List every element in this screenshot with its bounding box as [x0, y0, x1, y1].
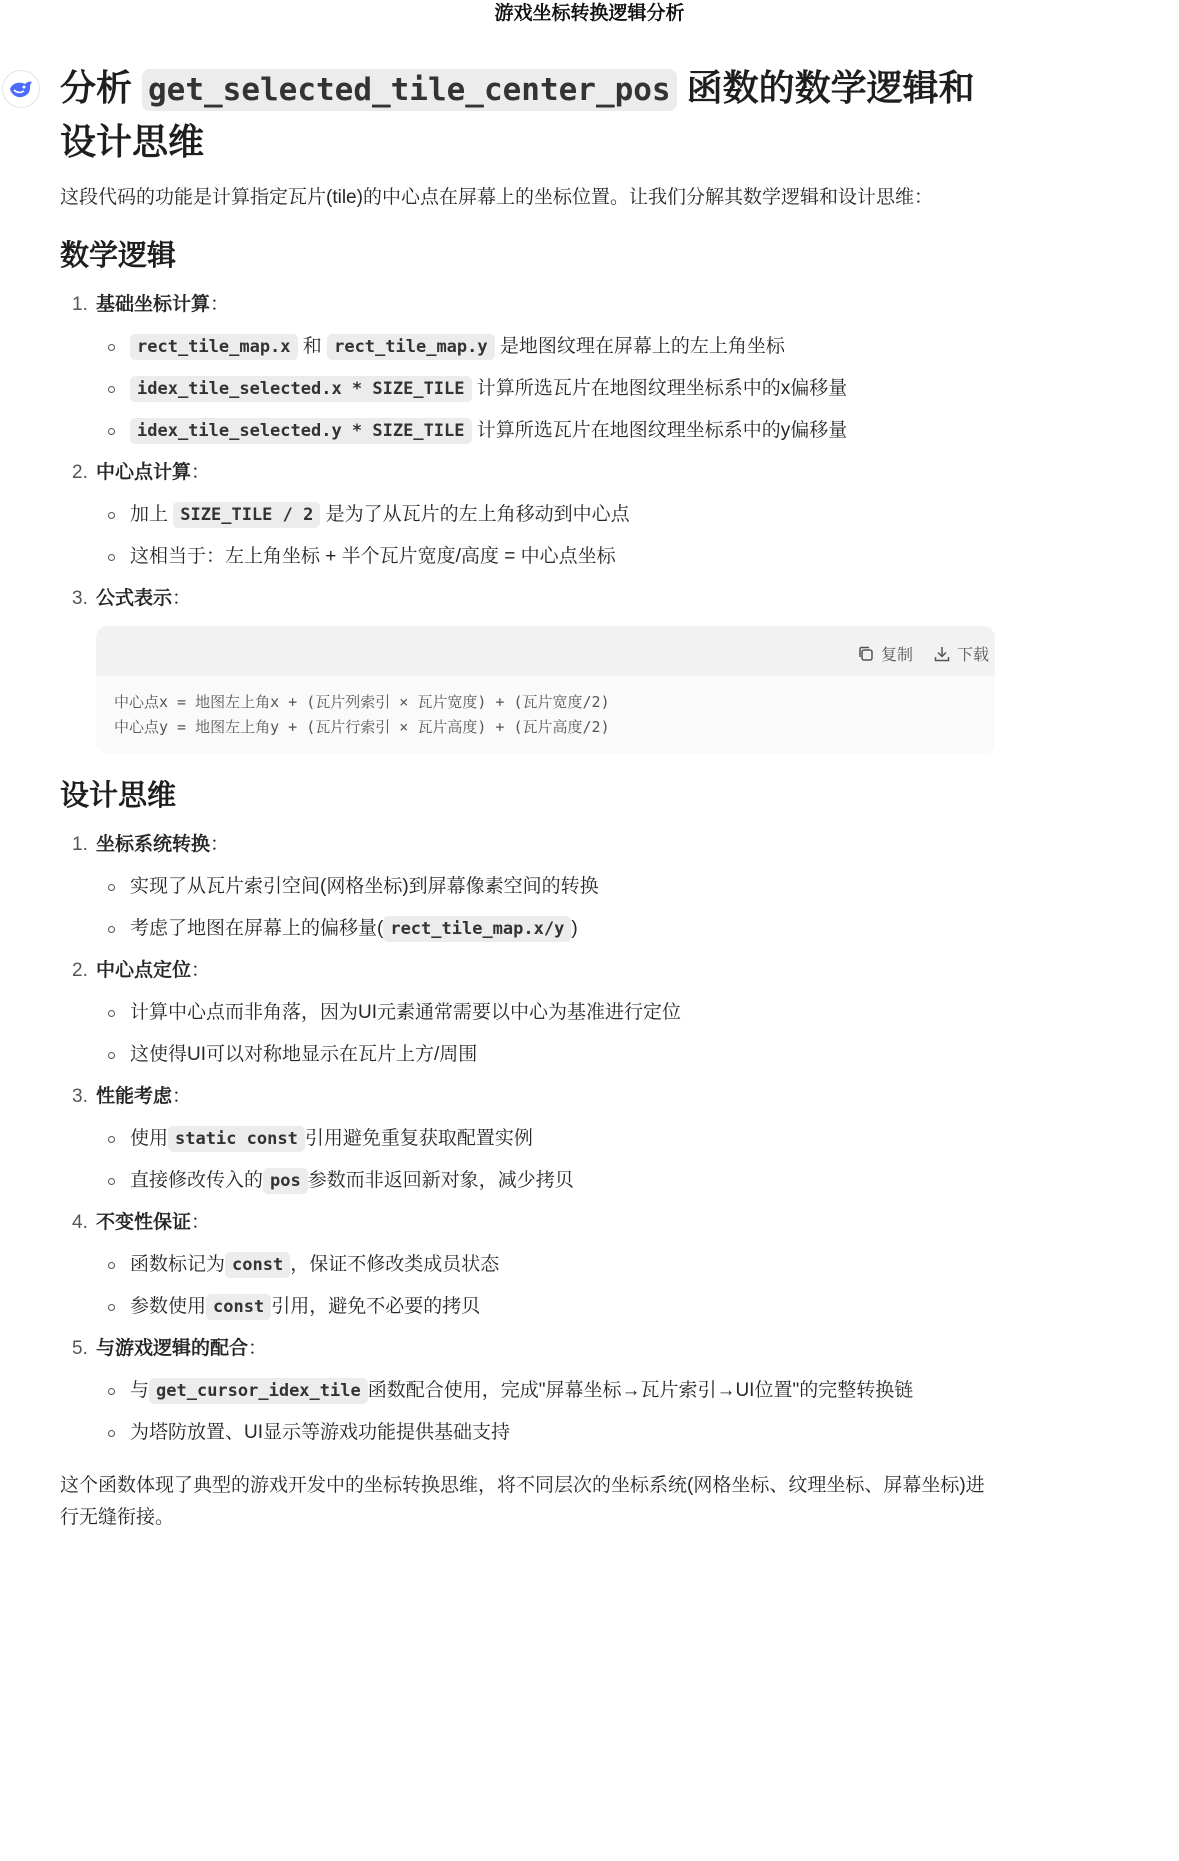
code-line: 中心点y = 地图左上角y + (瓦片行索引 × 瓦片高度) + (瓦片高度/2): [114, 718, 610, 736]
bullet-icon: [108, 1304, 115, 1311]
sub-text: 计算所选瓦片在地图纹理坐标系中的x偏移量: [471, 378, 848, 399]
bullet-icon: [108, 1430, 115, 1437]
sub-list-item: [96, 1418, 995, 1448]
bullet-icon: [108, 428, 115, 435]
sub-text: 加上: [130, 504, 174, 525]
sub-text: 引用避免重复获取配置实例: [304, 1128, 533, 1149]
list-item: [60, 458, 995, 572]
list-number: 1.: [72, 834, 88, 855]
list-item: [60, 290, 995, 446]
list-item-title: 基础坐标计算: [96, 294, 211, 315]
sub-text: 实现了从瓦片索引空间(网格坐标)到屏幕像素空间的转换: [130, 876, 599, 897]
list-number: 1.: [72, 294, 88, 315]
bullet-icon: [108, 1388, 115, 1395]
sub-text: 这相当于：左上角坐标 + 半个瓦片宽度/高度 = 中心点坐标: [130, 546, 616, 567]
list-number: 3.: [72, 588, 88, 609]
sub-list-item: [96, 872, 995, 902]
list-item-title: 中心点定位: [96, 960, 192, 981]
sub-list: [96, 1376, 995, 1448]
assistant-message: [60, 62, 995, 1534]
download-button[interactable]: [933, 642, 989, 665]
sub-list: [96, 998, 995, 1070]
code-block-actions: [857, 642, 989, 665]
bullet-icon: [108, 1136, 115, 1143]
inline-code: idex_tile_selected.y * SIZE_TILE: [130, 418, 472, 444]
bullet-icon: [108, 1262, 115, 1269]
inline-code: rect_tile_map.x/y: [383, 916, 571, 942]
sub-list-item: [96, 1124, 995, 1154]
sub-list-item: [96, 416, 995, 446]
list-item-colon: ：: [210, 834, 230, 855]
bullet-icon: [108, 554, 115, 561]
section-heading-math: 数学逻辑: [60, 240, 177, 272]
sub-text: 参数而非返回新对象，减少拷贝: [307, 1170, 574, 1191]
math-list: [60, 290, 995, 614]
sub-list-item: [96, 332, 995, 362]
list-item-colon: ：: [248, 1338, 268, 1359]
sub-text: 和: [297, 336, 328, 357]
bullet-icon: [108, 386, 115, 393]
inline-code: rect_tile_map.y: [327, 334, 495, 360]
list-number: 3.: [72, 1086, 88, 1107]
inline-code: rect_tile_map.x: [130, 334, 298, 360]
sub-list-item: [96, 1250, 995, 1280]
sub-text: 函数标记为: [130, 1254, 226, 1275]
inline-code: pos: [263, 1168, 308, 1194]
sub-text: 计算所选瓦片在地图纹理坐标系中的y偏移量: [471, 420, 848, 441]
inline-code: const: [206, 1294, 271, 1320]
list-number: 2.: [72, 462, 88, 483]
bullet-icon: [108, 512, 115, 519]
sub-text: 为塔防放置、UI显示等游戏功能提供基础支持: [130, 1422, 511, 1443]
bullet-icon: [108, 1178, 115, 1185]
conversation-title: 游戏坐标转换逻辑分析: [494, 3, 685, 24]
bullet-icon: [108, 1010, 115, 1017]
list-item: [60, 1208, 995, 1322]
heading-suffix: 函数的数学逻辑和设计思维: [60, 67, 975, 162]
sub-text: 参数使用: [130, 1296, 207, 1317]
list-number: 4.: [72, 1212, 88, 1233]
copy-label: 复制: [880, 647, 913, 664]
sub-list: [96, 332, 995, 446]
list-item-colon: ：: [191, 960, 211, 981]
sub-list: [96, 872, 995, 944]
sub-list-item: [96, 1292, 995, 1322]
sub-text: 考虑了地图在屏幕上的偏移量(: [130, 918, 384, 939]
copy-button[interactable]: [857, 642, 913, 665]
list-item-title: 不变性保证: [96, 1212, 192, 1233]
list-number: 2.: [72, 960, 88, 981]
sub-text: 是地图纹理在屏幕上的左上角坐标: [494, 336, 785, 357]
sub-text: 与: [130, 1380, 150, 1401]
sub-text: ，保证不修改类成员状态: [290, 1254, 500, 1275]
list-item: [60, 1082, 995, 1196]
inline-code: SIZE_TILE / 2: [173, 502, 320, 528]
bullet-icon: [108, 1052, 115, 1059]
list-item-colon: ：: [172, 1086, 192, 1107]
sub-text: 这使得UI可以对称地显示在瓦片上方/周围: [130, 1044, 478, 1065]
sub-list-item: [96, 542, 995, 572]
assistant-avatar: [2, 70, 40, 108]
list-item: [60, 830, 995, 944]
inline-code: const: [225, 1252, 290, 1278]
message-heading: [60, 62, 995, 168]
download-icon: [933, 645, 951, 663]
section-heading-design: 设计思维: [60, 780, 177, 812]
list-item-title: 与游戏逻辑的配合: [96, 1338, 249, 1359]
code-content: [96, 676, 995, 754]
outro-paragraph: 这个函数体现了典型的游戏开发中的坐标转换思维，将不同层次的坐标系统(网格坐标、纹理坐标、屏幕坐标)进行无缝衔接。: [60, 1475, 985, 1528]
inline-code: get_cursor_idex_tile: [149, 1378, 368, 1404]
sub-text: 直接修改传入的: [130, 1170, 264, 1191]
bullet-icon: [108, 344, 115, 351]
sub-list-item: [96, 1376, 995, 1406]
inline-code: static const: [168, 1126, 305, 1152]
list-item-title: 坐标系统转换: [96, 834, 211, 855]
list-number: 5.: [72, 1338, 88, 1359]
deepseek-whale-icon: [8, 78, 34, 100]
bullet-icon: [108, 926, 115, 933]
code-block-header: [96, 626, 995, 676]
list-item-title: 性能考虑: [96, 1086, 173, 1107]
code-line: 中心点x = 地图左上角x + (瓦片列索引 × 瓦片宽度) + (瓦片宽度/2): [114, 693, 610, 711]
sub-text: 是为了从瓦片的左上角移动到中心点: [320, 504, 630, 525]
list-item-colon: ：: [191, 462, 211, 483]
sub-text: 函数配合使用，完成"屏幕坐标→瓦片索引→UI位置"的完整转换链: [367, 1380, 914, 1401]
design-list: [60, 830, 995, 1448]
list-item-colon: ：: [210, 294, 230, 315]
list-item: [60, 584, 995, 614]
bullet-icon: [108, 884, 115, 891]
sub-list-item: [96, 374, 995, 404]
list-item-colon: ：: [191, 1212, 211, 1233]
intro-paragraph: 这段代码的功能是计算指定瓦片(tile)的中心点在屏幕上的坐标位置。让我们分解其数学逻辑和设计思维：: [60, 187, 933, 208]
sub-text: 计算中心点而非角落，因为UI元素通常需要以中心为基准进行定位: [130, 1002, 682, 1023]
inline-code: idex_tile_selected.x * SIZE_TILE: [130, 376, 472, 402]
sub-text: ): [571, 918, 578, 939]
list-item: [60, 1334, 995, 1448]
list-item-colon: ：: [172, 588, 192, 609]
sub-list-item: [96, 914, 995, 944]
sub-list: [96, 1124, 995, 1196]
sub-text: 使用: [130, 1128, 169, 1149]
copy-icon: [857, 645, 875, 663]
heading-prefix: 分析: [60, 67, 143, 108]
sub-list-item: [96, 1040, 995, 1070]
heading-code: get_selected_tile_center_pos: [142, 69, 677, 111]
sub-list-item: [96, 998, 995, 1028]
list-item-title: 中心点计算: [96, 462, 192, 483]
sub-list-item: [96, 500, 995, 530]
sub-text: 引用，避免不必要的拷贝: [271, 1296, 481, 1317]
download-label: 下载: [956, 647, 989, 664]
sub-list: [96, 1250, 995, 1322]
sub-list-item: [96, 1166, 995, 1196]
list-item-title: 公式表示: [96, 588, 173, 609]
code-block: [96, 626, 995, 754]
list-item: [60, 956, 995, 1070]
sub-list: [96, 500, 995, 572]
